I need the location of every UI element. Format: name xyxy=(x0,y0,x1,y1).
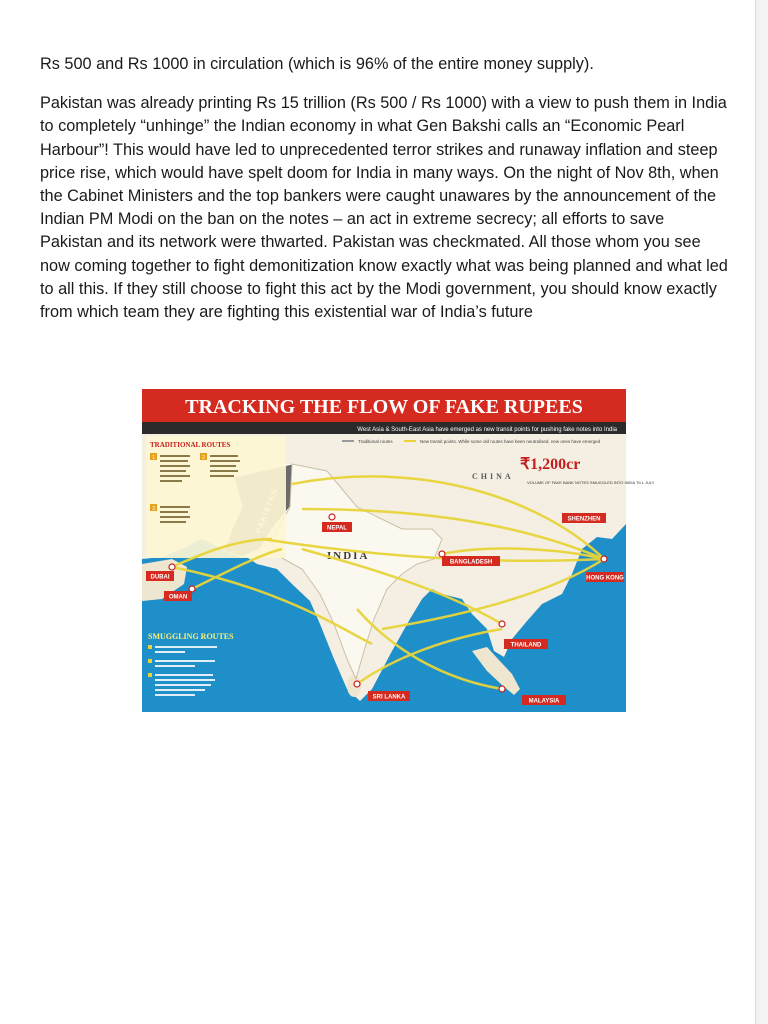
infographic-subtitle: West Asia & South-East Asia have emerged as new transit points for pushing fake notes into India xyxy=(357,427,617,433)
route-marker-2-number: 2 xyxy=(202,455,205,461)
label-malaysia: MALAYSIA xyxy=(528,698,560,705)
route-marker-3-number: 3 xyxy=(152,506,155,512)
label-china: CHINA xyxy=(472,472,514,481)
fake-notes-caption: VOLUME OF FAKE BANK NOTES SMUGGLED INTO INDIA TILL JULY xyxy=(527,480,655,485)
traditional-routes-heading: TRADITIONAL ROUTES xyxy=(150,441,231,449)
infographic-map xyxy=(142,389,655,712)
paragraph-1: Rs 500 and Rs 1000 in circulation (which is 96% of the entire money supply). xyxy=(40,55,594,73)
label-hong-kong: HONG KONG xyxy=(586,575,624,582)
label-thailand: THAILAND xyxy=(510,642,542,649)
label-dubai: DUBAI xyxy=(150,574,170,581)
label-india: INDIA xyxy=(327,550,370,562)
label-shenzhen: SHENZHEN xyxy=(567,516,601,523)
infographic-title: TRACKING THE FLOW OF FAKE RUPEES xyxy=(185,396,583,418)
legend-new-text: New transit points. While some old routes have been neutralised, new ones have emerged xyxy=(420,439,601,444)
label-sri-lanka: SRI LANKA xyxy=(372,694,406,701)
smuggling-routes-heading: SMUGGLING ROUTES xyxy=(148,632,234,641)
label-oman: OMAN xyxy=(168,594,188,601)
legend-traditional-text: Traditional routes xyxy=(358,439,393,444)
fake-notes-amount: ₹1,200cr xyxy=(520,456,581,473)
route-marker-1-number: 1 xyxy=(152,455,155,461)
paragraph-2: Pakistan was already printing Rs 15 trillion (Rs 500 / Rs 1000) with a view to push them in India to completely “unhinge” the Indian economy in what Gen Bakshi calls an “Economic Pearl Harbour”! This would have led to unprecedented terror strikes and runaway inflation and steep price rise, which would have spelt doom for India in many ways. On the night of Nov 8th, when the Cabinet Ministers and the top bankers were caught unawares by the announcement of the Indian PM Modi on the ban on the notes – an act in extreme secrecy; all efforts to save Pakistan and its network were thwarted. Pakistan was checkmated. All those whom you see now coming together to fight demonitization know exactly what was being planned and what led to all this. If they still choose to fight this act by the Modi government, you should know exactly from which team they are fighting this existential war of India’s future xyxy=(40,94,728,322)
label-bangladesh: BANGLADESH xyxy=(449,559,493,566)
document-body xyxy=(40,53,730,324)
label-nepal: NEPAL xyxy=(327,525,347,532)
page-edge xyxy=(755,0,768,1024)
map-graphic xyxy=(142,389,655,712)
